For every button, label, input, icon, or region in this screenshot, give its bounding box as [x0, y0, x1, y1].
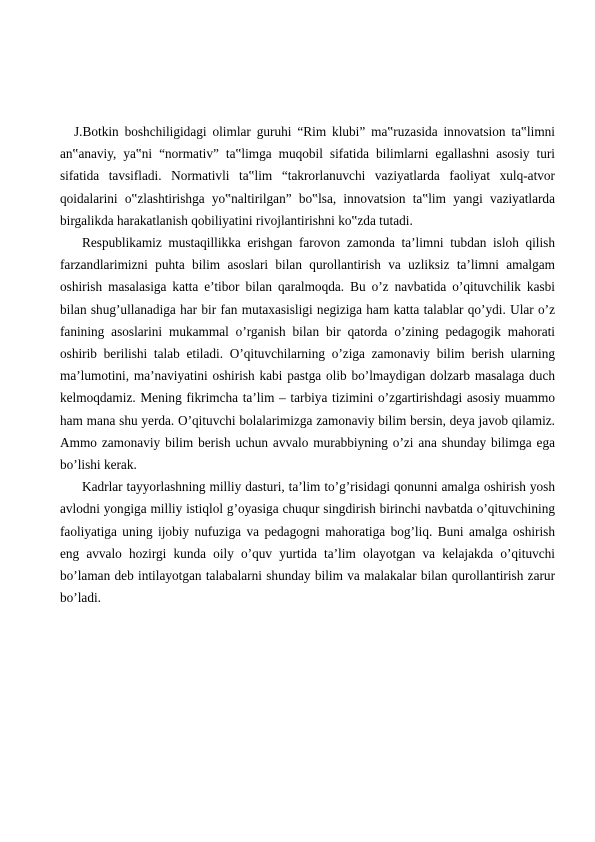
document-body: [60, 121, 555, 609]
paragraph-education-reform: Respublikamiz mustaqillikka erishgan farovon zamonda ta’limni tubdan isloh qilish farzandlarimizni puhta bilim asoslari bilan qurollantirish va uzliksiz ta’limni amalgam oshirish masalasiga katta e’tibor bilan qaralmoqda. Bu o’z navbatida o’qituvchilik kasbi bilan shug’ullanadiga har bir fan mutaxasisligi negiziga ham katta talablar qo’ydi. Ular o’z fanining asoslarini mukammal o’rganish bilan bir qatorda o’zining pedagogik mahorati oshirib berilishi talab etiladi. O’qituvchilarning o’ziga zamonaviy bilim berish ularning ma’lumotini, ma’naviyatini oshirish kabi pastga olib bo’lmaydigan dolzarb masalaga duch kelmoqdamiz. Mening fikrimcha ta’lim – tarbiya tizimini o’zgartirishdagi asosiy muammo ham mana shu yerda. O’qituvchi bolalarimizga zamonaviy bilim bersin, deya javob qilamiz. Ammo zamonaviy bilim berish uchun avvalo murabbiyning o’zi ana shunday bilimga ega bo’lishi kerak.: [60, 235, 555, 473]
paragraph-innovative-education: J.Botkin boshchiligidagi olimlar guruhi “Rim klubi” ma‟ruzasida innovatsion ta‟limni an‟anaviy, ya‟ni “normativ” ta‟limga muqobil sifatida bilimlarni egallashni asosiy turi sifatida tavsifladi. Normativli ta‟lim “takrorlanuvchi vaziyatlarda faoliyat xulq-atvor qoidalarini o‟zlashtirishga yo‟naltirilgan” bo‟lsa, innovatsion ta‟lim yangi vaziyatlarda birgalikda harakatlanish qobiliyatini rivojlantirishni ko‟zda tutadi.: [60, 124, 555, 228]
paragraph-personnel-training: Kadrlar tayyorlashning milliy dasturi, ta’lim to’g’risidagi qonunni amalga oshirish yosh avlodni yongiga milliy istiqlol g’oyasiga chuqur singdirish birinchi navbatda o’qituvchining faoliyatiga uning ijobiy nufuziga va pedagogni mahoratiga bog’liq. Buni amalga oshirish eng avvalo hozirgi kunda oily o’quv yurtida ta’lim olayotgan va kelajakda o’qituvchi bo’laman deb intilayotgan talabalarni shunday bilim va malakalar bilan qurollantirish zarur bo’ladi.: [60, 479, 555, 606]
